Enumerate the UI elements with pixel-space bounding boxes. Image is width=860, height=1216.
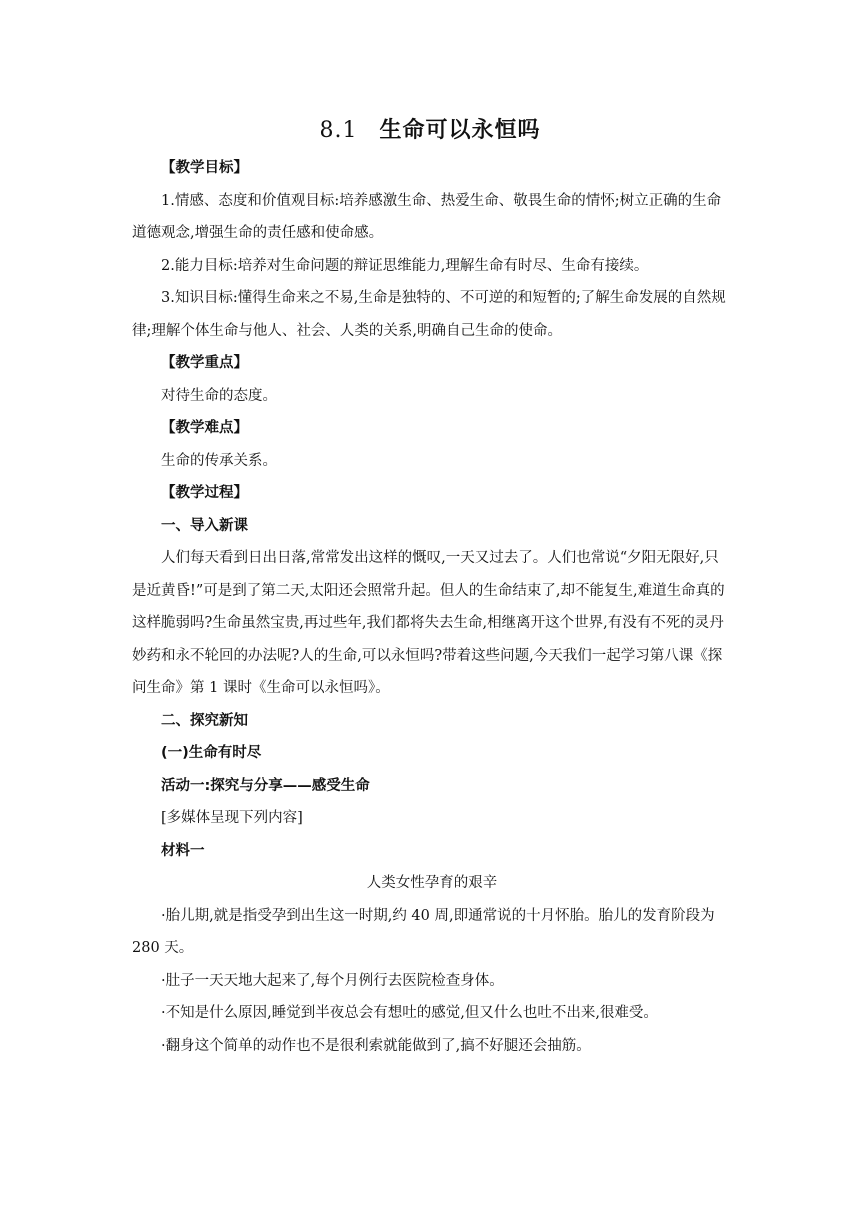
key-points-heading: 【教学重点】 [161,355,248,371]
material-1-heading: 材料一 [161,842,205,859]
bullet-1: ·胎儿期,就是指受孕到出生这一时期,约 40 周,即通常说的十月怀胎。胎儿的发育阶段为 280 天。 [132,907,715,956]
objective-2: 2.能力目标:培养对生命问题的辩证思维能力,理解生命有时尽、生命有接续。 [161,257,649,274]
lesson-number: 8.1 [319,118,358,143]
part-2-heading: 二、探究新知 [161,712,248,729]
objectives-heading: 【教学目标】 [161,160,248,176]
document-body [132,152,732,1062]
bullet-2: ·肚子一天天地大起来了,每个月例行去医院检查身体。 [161,972,504,989]
material-1-title: 人类女性孕育的艰辛 [366,875,498,891]
difficulty-text: 生命的传承关系。 [161,452,277,469]
difficulty-heading: 【教学难点】 [161,420,248,436]
bullet-3: ·不知是什么原因,睡觉到半夜总会有想吐的感觉,但又什么也吐不出来,很难受。 [161,1005,658,1021]
activity-1-heading: 活动一:探究与分享——感受生命 [161,777,370,794]
objective-3: 3.知识目标:懂得生命来之不易,生命是独特的、不可逆的和短暂的;了解生命发展的自然规律;理解个体生命与他人、社会、人类的关系,明确自己生命的使命。 [132,290,726,339]
lesson-title: 生命可以永恒吗 [379,118,541,143]
part-1-heading: 一、导入新课 [161,517,248,534]
sub-1-heading: (一)生命有时尽 [161,745,262,761]
bullet-4: ·翻身这个简单的动作也不是很利索就能做到了,搞不好腿还会抽筋。 [161,1037,591,1054]
key-points-text: 对待生命的态度。 [161,387,277,404]
part-1-text: 人们每天看到日出日落,常常发出这样的慨叹,一天又过去了。人们也常说“夕阳无限好,只是近黄昏!”可是到了第二天,太阳还会照常升起。但人的生命结束了,却不能复生,难道生命真的这样脆弱吗?生命虽然宝贵,再过些年,我们都将失去生命,相继离开这个世界,有没有不死的灵丹妙药和永不轮回的办法呢?人的生命,可以永恒吗?带着这些问题,今天我们一起学习第八课《探问生命》第 1 课时《生命可以永恒吗》。 [132,550,725,696]
objective-1: 1.情感、态度和价值观目标:培养感激生命、热爱生命、敬畏生命的情怀;树立正确的生命道德观念,增强生命的责任感和使命感。 [132,192,722,241]
page-title [0,113,860,144]
multimedia-note: [多媒体呈现下列内容] [161,810,303,826]
process-heading: 【教学过程】 [161,485,248,501]
